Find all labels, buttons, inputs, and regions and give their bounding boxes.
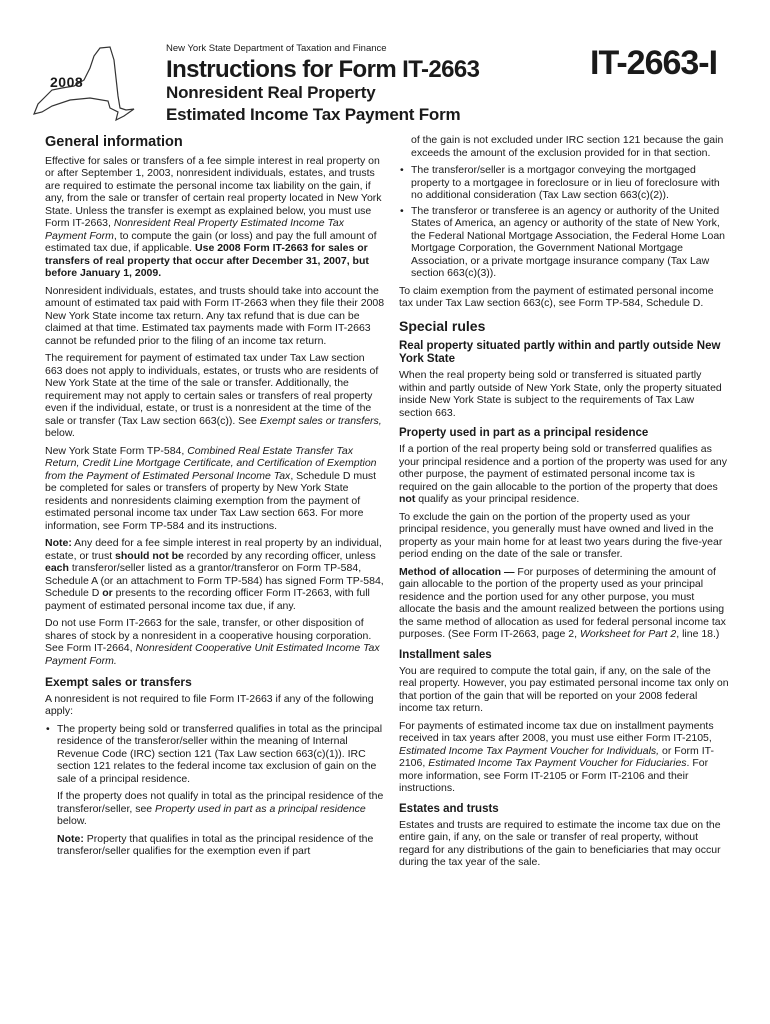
exempt-note: Note: Property that qualifies in total as the principal residence of the transferor/seller qualifies for the exemption even if part bbox=[57, 832, 374, 857]
list-item: • The transferor or transferee is an agency or authority of the United States of America, an agency or authority of the state of New York, the Federal National Mortgage Association, the Federal Home Loan Mortgage Corporation, the Government National Mortgage Association, or a private mortgage insurance company (Tax Law section 663(c)(3)). bbox=[399, 205, 729, 280]
installment-paragraph-1: You are required to compute the total gain, if any, on the sale of the real property. However, you pay estimated personal income tax only on that portion of the gain that will be reported on your 2008 federal income tax return. bbox=[399, 664, 729, 714]
general-information-heading: General information bbox=[45, 134, 183, 150]
exempt-list-continued bbox=[399, 164, 729, 280]
exempt-sales-heading: Exempt sales or transfers bbox=[45, 675, 192, 689]
exempt-intro: A nonresident is not required to file Form IT-2663 if any of the following apply: bbox=[45, 692, 374, 717]
right-column bbox=[399, 134, 729, 874]
list-item: • The transferor/seller is a mortgagor conveying the mortgaged property to a mortgagee in foreclosure or in lieu of foreclosure with no additional consideration (Tax Law section 663(c)(2)). bbox=[399, 164, 729, 202]
principal-residence-paragraph-1: If a portion of the real property being sold or transferred qualifies as your principal residence and a portion of the property was used for any other purpose, the payment of estimated personal income tax is required on the gain allocable to the portion of the property that does not qualify as your principal residence. bbox=[399, 443, 728, 505]
principal-residence-heading: Property used in part as a principal residence bbox=[399, 427, 649, 439]
exempt-continued: of the gain is not excluded under IRC section 121 because the gain exceeds the amount of the exclusion provided for in that section. bbox=[411, 134, 724, 159]
installment-sales-heading: Installment sales bbox=[399, 648, 492, 661]
page-title: Instructions for Form IT-2663 bbox=[166, 56, 480, 83]
general-paragraph-3: The requirement for payment of estimated tax under Tax Law section 663 does not apply to individuals, estates, or trusts who are residents of New York State at the time of the sale or transfer. Additionally, the requirement may not apply to certain sales or transfers of real property even if the individual, estate, or trust is a nonresident at the time of the sale or transfer (Tax Law section 663(c)). See Exempt sales or transfers, below. bbox=[45, 352, 382, 439]
special-rules-heading: Special rules bbox=[399, 317, 486, 334]
estates-trusts-heading: Estates and trusts bbox=[399, 802, 499, 815]
exempt-list bbox=[45, 723, 385, 786]
department-name: New York State Department of Taxation and Finance bbox=[166, 43, 387, 54]
general-paragraph-6: Do not use Form IT-2663 for the sale, transfer, or other disposition of shares of stock by a nonresident in a cooperative housing corporation. See Form IT-2664, Nonresident Cooperative Unit Estimated Income Tax Payment Form. bbox=[45, 617, 380, 667]
exempt-note-paragraph: If the property does not qualify in total as the principal residence of the transferor/seller, see Property used in part as a principal residence below. bbox=[57, 790, 384, 827]
method-of-allocation-paragraph: Method of allocation — For purposes of determining the amount of gain allocable to the portion of the property used as your principal residence and the portion used for any other purpose, you must allocate the basis and the amount realized between the portions using the same method of allocation as used for federal personal income tax purposes. (See Form IT-2663, page 2, Worksheet for Part 2, line 18.) bbox=[399, 565, 726, 640]
general-paragraph-1: Effective for sales or transfers of a fee simple interest in real property on or after September 1, 2003, nonresident individuals, estates, and trusts are required to estimate the personal income tax liability on the gain, if any, from the sale or transfer of certain real property located in New York State. Unless the transfer is exempt as explained below, you must use Form IT-2663, Nonresident Real Property Estimated Income Tax Payment Form, to compute the gain (or loss) and pay the full amount of estimated tax due, if applicable. Use 2008 Form IT-2663 for sales or transfers of real property that occur after December 31, 2007, but before January 1, 2009. bbox=[45, 154, 382, 279]
partly-within-heading: Real property situated partly within and partly outside New York State bbox=[399, 340, 721, 365]
general-paragraph-2: Nonresident individuals, estates, and trusts should take into account the amount of estimated tax paid with Form IT-2663 when they file their 2008 New York State income tax return. Any tax refund that is due can be claimed at that time. Estimated tax payments made with Form IT-2663 cannot be refunded prior to the filing of an income tax return. bbox=[45, 284, 385, 347]
form-code: IT-2663-I bbox=[590, 44, 718, 82]
tax-year: 2008 bbox=[50, 74, 84, 90]
general-paragraph-4: New York State Form TP-584, Combined Real Estate Transfer Tax Return, Credit Line Mortgage Certificate, and Certification of Exemption from the Payment of Estimated Personal Income Tax, Schedule D must be completed for sales or transfers of property by New York State residents and nonresidents claiming exemption from the payment of estimated personal income tax under Tax Law section 663. For more information, see Form TP-584 and its instructions. bbox=[45, 444, 377, 532]
page-subtitle-line1: Nonresident Real Property bbox=[166, 83, 376, 102]
exemption-claim-paragraph: To claim exemption from the payment of estimated personal income tax under Tax Law section 663(c), see Form TP-584, Schedule D. bbox=[399, 284, 714, 309]
partly-within-paragraph: When the real property being sold or transferred is situated partly within and partly outside of New York State, only the property situated inside New York State is subject to the requirements of Tax Law section 663. bbox=[399, 369, 722, 419]
left-column bbox=[45, 130, 385, 863]
general-note: Note: Any deed for a fee simple interest in real property by an individual, estate, or trust should not be recorded by any recording officer, unless each transferor/seller listed as a grantor/transferor on Form TP-584, Schedule A (or an attachment to Form TP-584) has signed Form TP-584, Schedule D or presents to the recording officer Form IT-2663, with full payment of estimated personal income tax due, if any. bbox=[45, 537, 384, 612]
principal-residence-paragraph-2: To exclude the gain on the portion of the property used as your principal residence, you generally must have owned and lived in the property as your main home for at least two years during the five-year period ending on the date of the sale or transfer. bbox=[399, 510, 723, 560]
list-item: • The property being sold or transferred qualifies in total as the principal residence of the transferor/seller within the meaning of Internal Revenue Code (IRC) section 121 (Tax Law section 663(c)(1)). IRC section 121 relates to the federal income tax exclusion of gain on the sale of a principal residence. bbox=[45, 723, 385, 786]
page-subtitle-line2: Estimated Income Tax Payment Form bbox=[166, 105, 461, 124]
installment-paragraph-2: For payments of estimated income tax due on installment payments received in tax years after 2008, you must use either Form IT-2105, Estimated Income Tax Payment Voucher for Individuals, or Form IT-2106, Estimated Income Tax Payment Voucher for Fiduciaries. For more information, see Form IT-2105 or Form IT-2106 and their instructions. bbox=[399, 719, 714, 794]
estates-trusts-paragraph: Estates and trusts are required to estimate the income tax due on the entire gain, if any, on the sale or transfer of real property, without regard for any distributions of the gain to beneficiaries that may occur during the tax year of the sale. bbox=[399, 818, 721, 868]
